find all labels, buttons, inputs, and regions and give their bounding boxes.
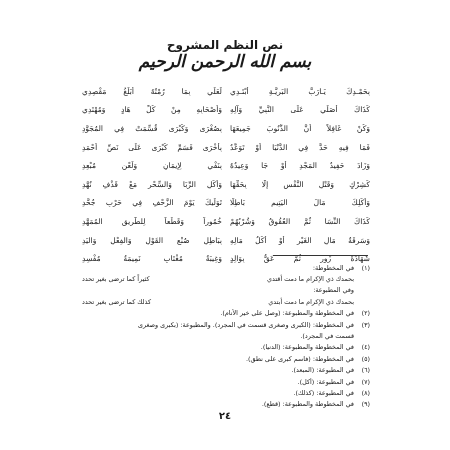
footnote [82,376,370,387]
left-hemistich: تَوَلِّيكَ يَوْمَ الزَّحْفِ فِي حَرْبِ جُحَّدِ [82,198,222,208]
footnote-continuation [82,285,370,296]
right-hemistich: بِحَمْـدِكَ يَـارَبَّ البَرِيَّـةِ أَبْتَـدِي [230,86,370,96]
footnote-number: (٣) [361,320,370,329]
footnote-number: (١) [361,263,370,272]
right-hemistich: وَكُنْ غَافِلاً أَنَّ الذُّنُوبَ جَمِيعَهَا [230,123,370,133]
footnote [82,353,370,364]
right-hemistich: وَزَادَ حَفِيدُ المَجْدِ أَوْ جَا وَعِيدُهُ [230,161,370,171]
footnote-text: في المخطوطة والمطبوعة: (قطع). [261,400,354,409]
footnote [82,387,370,398]
footnote-number: (٧) [361,377,370,386]
footnote-number: (٥) [361,354,370,363]
footnote [82,262,370,273]
footnotes [82,262,370,410]
left-hemistich: وَأَصْحَابِهِ مِنْ كُلِّ هَادٍ وَمُهْتَدِي [82,105,222,115]
footnote [82,399,370,410]
footnote-text: وفي المطبوعة: [313,286,354,295]
left-hemistich: بِصُغْرَى وَكُبْرَى قُسِّمَتْ فِي المُجَوَّدِ [82,123,222,133]
section-heading: نص النظم المشروح [166,38,284,52]
footnote-number: (٦) [361,366,370,375]
right-hemistich: وَسَرِقَةُ مَالِ الغَيْرِ أَوْ أَكْلُ مَالِهِ [230,235,370,245]
footnote-text: في المخطوطة: [312,263,354,272]
footnote-text: في المطبوعة: (كذلك). [293,388,354,397]
right-hemistich: كَشِرْكٍ وَقَتْلِ النَّفْسِ إِلَّا بِحَقِّهَا [230,179,370,189]
footnote-variant-verse [82,296,354,307]
footnote [82,342,370,353]
footnote-number: (٤) [361,343,370,352]
right-hemistich: كَذَاكَ النِّسَا ثُمَّ العُقُوقُ وَشُرْبُهُمْ [230,216,370,226]
basmala-calligraphy: بسم الله الرحمن الرحيم [138,52,312,72]
left-hemistich: بِنَفْيٍ لِإِيمَانٍ وَلَعْنٍ مُبْعِدِ [82,161,222,171]
left-hemistich: بِبَاطِلِ صُنْعِ القَوْلِ وَالفِعْلِ وَاليَدِ [82,235,222,245]
footnote [82,319,370,330]
verse-line [82,156,370,175]
footnote-number: (٨) [361,388,370,397]
verse-line [82,194,370,213]
footnote [82,308,370,319]
variant-right-hemistich: بحمدك ذي الإكرام ما دمت أبتدي [268,297,354,306]
right-hemistich: كَذَاكَ أُصَلِّي عَلَى النَّبِيِّ وَآلِهِ [230,105,370,115]
footnote-continuation [82,330,370,341]
variant-right-hemistich: بحمدك ذي الإكرام ما دمت أقتدي [267,275,354,284]
verse-line [82,231,370,250]
footnote-text: في المخطوطة: (فاسم كبرى على نطق). [245,354,354,363]
poem-body [82,82,370,268]
right-hemistich: شَهَادَةُ زُورٍ ثُمَّ عَقُّ بِوَالِدٍ [230,254,370,264]
left-hemistich: وَغِيبَةُ مُغْتَابٍ نَمِيمَةُ مُفْسِدِ [82,254,222,264]
verse-line [82,138,370,157]
variant-left-hemistich: كثيراً كما ترضى بغير تحدد [82,275,150,284]
footnote-text: في المخطوطة والمطبوعة: (وصل على خير الأنام). [220,309,354,318]
verse-line [82,82,370,101]
left-hemistich: خُمُوراً وَقَطْعاً لِلطَّرِيقِ المُمَهَّدِ [82,216,222,226]
footnote-text: في المطبوعة: (أكل). [297,377,354,386]
verse-line [82,212,370,231]
left-hemistich: بِأُخْرَى فَسَمِّ كُبْرَى عَلَى نَصِّ أَحْمَدِ [82,142,222,152]
footnote-text: قسمت في المجرد). [300,332,354,341]
variant-left-hemistich: كذلك كما ترضى بغير تحدد [82,297,152,306]
footnote-variant-verse [82,273,354,284]
verse-line [82,101,370,120]
left-hemistich: لَعَلِّي بِمَا رُمْتُهُ أُبَلِّغُ مَقْصِدِي [82,86,222,96]
verse-line [82,119,370,138]
footnote-number: (٩) [361,400,370,409]
page-number: ٢٤ [218,411,232,422]
footnote-divider [273,255,368,256]
verse-line [82,175,370,194]
right-hemistich: فَمَا فِيهِ حَدٌّ فِي الدُّنْيَا أَوْ تَوَعُّدٌ [230,142,370,152]
right-hemistich: وَأَكْلِكَ مَالَ اليَتِيمِ بَاطِلًا [230,198,370,208]
footnote-text: في المطبوعة: (المبعد). [291,366,354,375]
left-hemistich: وَأَكْلِ الرِّبَا وَالسِّحْرِ مَعْ قَذْفِ نُهَّدِ [82,179,222,189]
footnote-text: في المخطوطة: (الكبرى وصغرى قسمت في المجرد). والمطبوعة: (بكبرى وصغرى [137,320,354,329]
footnote-text: في المخطوطة والمطبوعة: (الدنيا). [260,343,354,352]
footnote-number: (٢) [361,309,370,318]
footnote [82,365,370,376]
